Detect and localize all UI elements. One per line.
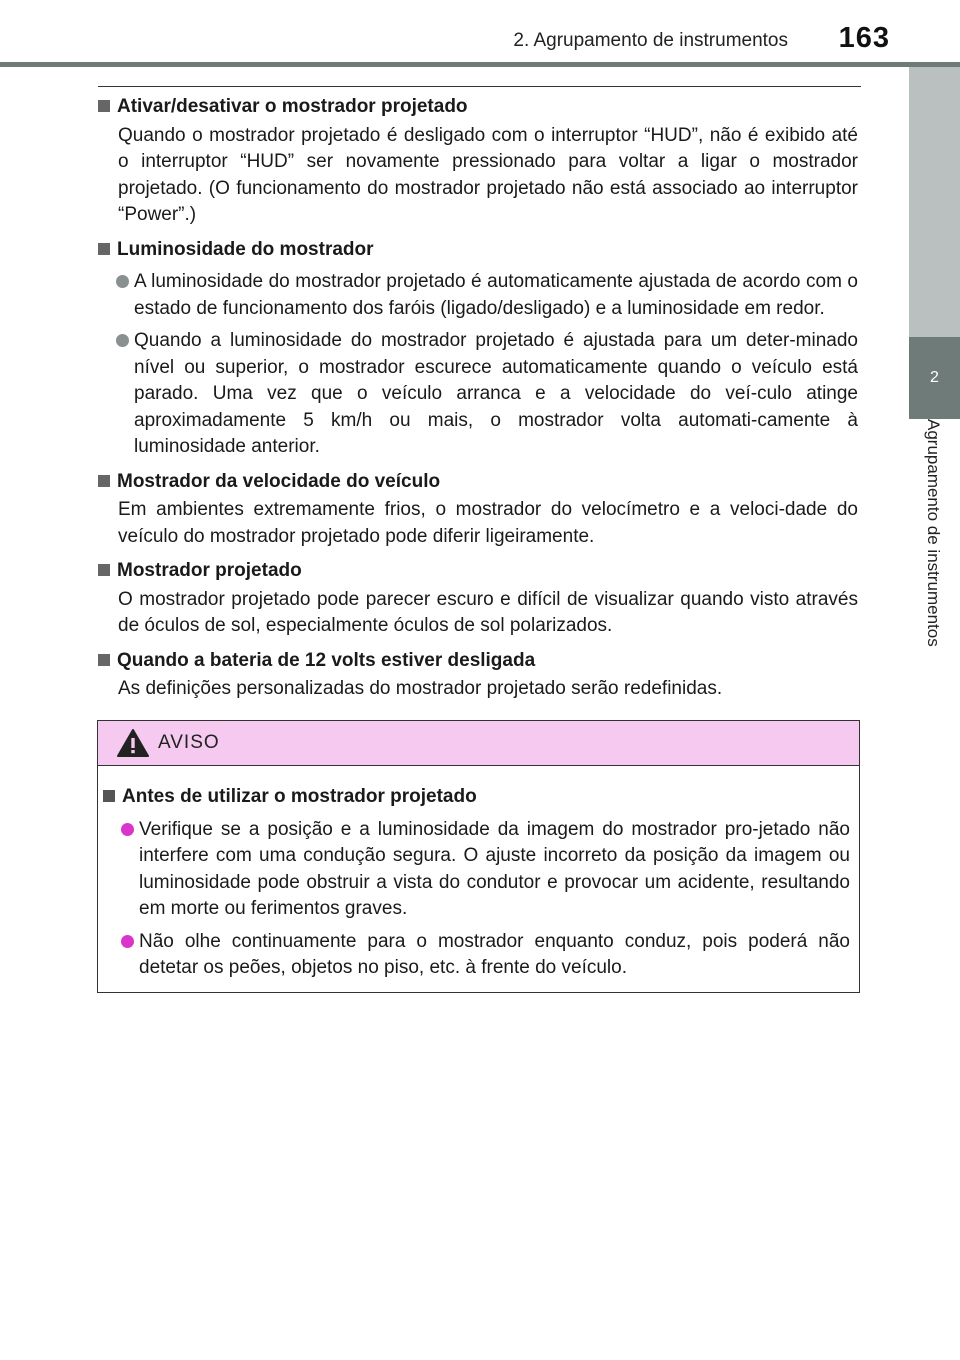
bullet-item (98, 269, 858, 322)
top-rule (98, 86, 861, 87)
bullet-item (98, 328, 858, 461)
warning-triangle-icon (116, 728, 150, 758)
square-bullet-icon (98, 243, 110, 255)
warning-title-text: Antes de utilizar o mostrador projetado (122, 786, 477, 807)
chapter-number: 2 (909, 337, 960, 419)
section-title (98, 648, 858, 675)
section-title (98, 469, 858, 496)
bullet-text: Verifique se a posição e a luminosidade da imagem do mostrador pro-jetado não interfere com uma condução segura. O ajuste incorreto da posição da imagem ou luminosidade pode obstruir a vista do condutor e provocar um acidente, resultando em morte ou ferimentos graves. (139, 818, 850, 919)
warning-title (103, 784, 850, 811)
square-bullet-icon (98, 475, 110, 487)
page-number: 163 (838, 22, 890, 54)
section-paragraph: Em ambientes extremamente frios, o mostrador do velocímetro e a veloci-dade do veículo do mostrador projetado pode diferir ligeiramente. (118, 499, 858, 547)
section-title-text: Mostrador projetado (117, 560, 302, 581)
section-title (98, 94, 858, 121)
circle-bullet-icon (116, 275, 129, 288)
square-bullet-icon (98, 564, 110, 576)
square-bullet-icon (98, 654, 110, 666)
section-title-text: Quando a bateria de 12 volts estiver desligada (117, 649, 536, 671)
warning-header (98, 721, 859, 766)
side-tab-top (909, 67, 960, 337)
section-title (98, 237, 858, 264)
bullet-text: A luminosidade do mostrador projetado é automaticamente ajustada de acordo com o estado de funcionamento dos faróis (ligado/desligado) e a luminosidade em redor. (134, 271, 858, 319)
main-content (98, 94, 858, 703)
bullet-text: Quando a luminosidade do mostrador projetado é ajustada para um deter-minado nível ou superior, o mostrador escurece automaticamente quando o veículo está parado. Uma vez que o veículo arranca e a velocidade do veí-culo atinge aproximadamente 5 km/h ou mais, o mostrador volta automati-camente à luminosidade anterior. (134, 330, 858, 457)
running-head: 2. Agrupamento de instrumentos (513, 30, 788, 51)
square-bullet-icon (103, 790, 115, 802)
header-bar (0, 62, 960, 67)
square-bullet-icon (98, 100, 110, 112)
section-paragraph: As definições personalizadas do mostrador projetado serão redefinidas. (118, 678, 723, 699)
section-paragraph: O mostrador projetado pode parecer escuro e difícil de visualizar quando visto através de óculos de sol, especialmente óculos de sol polarizados. (118, 588, 858, 636)
circle-bullet-icon (116, 334, 129, 347)
section-title-text: Luminosidade do mostrador (117, 238, 374, 260)
section-paragraph: Quando o mostrador projetado é desligado com o interruptor “HUD”, não é exibido até o interruptor “HUD” ser novamente pressionado para voltar a ligar o mostrador projetado. (O funcionamento do mostrador projetado não está associado ao interruptor “Power”.) (118, 124, 858, 225)
warning-box (97, 720, 860, 993)
bullet-text: Não olhe continuamente para o mostrador enquanto conduz, pois poderá não detetar os peões, objetos no piso, etc. à frente do veículo. (139, 930, 850, 978)
circle-bullet-icon (121, 823, 134, 836)
warning-body (98, 766, 859, 982)
chapter-title: Agrupamento de instrumentos (924, 419, 943, 647)
warning-bullet-item (103, 817, 850, 923)
warning-bullet-item (103, 929, 850, 982)
section-title (98, 558, 858, 585)
circle-bullet-icon (121, 935, 134, 948)
warning-label: AVISO (158, 732, 220, 753)
chapter-title-tab (909, 419, 960, 719)
section-title-text: Ativar/desativar o mostrador projetado (117, 96, 468, 117)
section-title-text: Mostrador da velocidade do veículo (117, 470, 441, 492)
